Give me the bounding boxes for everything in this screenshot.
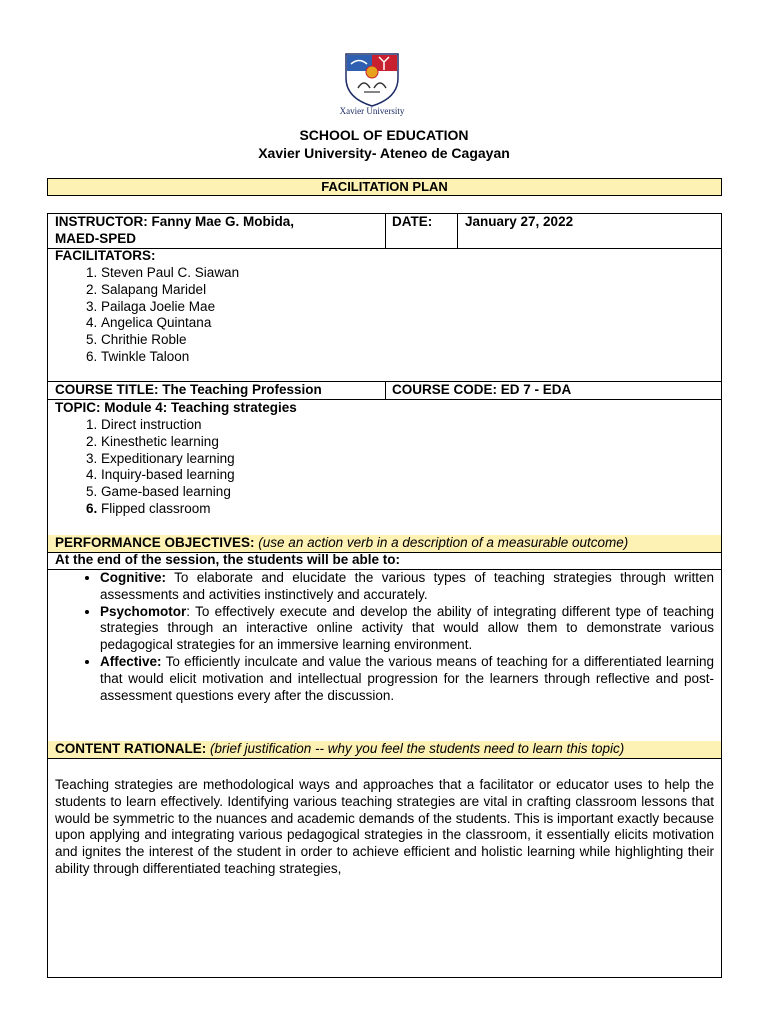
facilitator-item: 2. Salapang Maridel bbox=[101, 282, 715, 299]
objectives-heading bbox=[55, 535, 717, 552]
date-value: January 27, 2022 bbox=[465, 214, 574, 229]
facilitator-item: 6. Twinkle Taloon bbox=[101, 349, 715, 366]
objectives-lead-row bbox=[48, 552, 721, 570]
objective-item bbox=[100, 654, 714, 704]
topic-heading: TOPIC: Module 4: Teaching strategies bbox=[55, 400, 297, 415]
rationale-hint: (brief justification -- why you feel the students need to learn this topic) bbox=[210, 741, 625, 756]
instructor-degree: MAED-SPED bbox=[55, 230, 137, 246]
course-title: COURSE TITLE: The Teaching Profession bbox=[55, 382, 322, 397]
objectives-list bbox=[48, 570, 714, 704]
facilitator-item: 3. Pailaga Joelie Mae bbox=[101, 299, 715, 316]
topic-list bbox=[55, 417, 715, 518]
topic-item: 3. Expeditionary learning bbox=[101, 451, 715, 468]
course-row bbox=[48, 381, 721, 400]
facilitation-plan-table bbox=[47, 213, 722, 978]
objectives-header-row bbox=[48, 535, 721, 553]
course-code: COURSE CODE: ED 7 - EDA bbox=[392, 382, 572, 397]
objectives-lead: At the end of the session, the students will be able to: bbox=[55, 552, 401, 567]
topic-item: 6. Flipped classroom bbox=[101, 501, 715, 518]
instructor-cell bbox=[55, 214, 294, 248]
objective-item bbox=[100, 570, 714, 604]
school-name: SCHOOL OF EDUCATION bbox=[299, 127, 469, 143]
rationale-title: CONTENT RATIONALE: bbox=[55, 741, 207, 756]
facilitator-item: 1. Steven Paul C. Siawan bbox=[101, 265, 715, 282]
objective-item bbox=[100, 604, 714, 654]
topic-item: 1. Direct instruction bbox=[101, 417, 715, 434]
facilitators-list bbox=[55, 265, 715, 366]
objectives-title: PERFORMANCE OBJECTIVES: bbox=[55, 535, 255, 550]
topic-item: 2. Kinesthetic learning bbox=[101, 434, 715, 451]
institution-name: Xavier University- Ateneo de Cagayan bbox=[258, 145, 510, 161]
topic-item: 4. Inquiry-based learning bbox=[101, 467, 715, 484]
instructor-row bbox=[48, 214, 721, 249]
facilitators-heading: FACILITATORS: bbox=[55, 248, 156, 263]
objective-text: To efficiently inculcate and value the various means of teaching for a differentiated learning that would elicit motivation and intellectual progression for the learners through reflective and post-assessment questions every after the discussion. bbox=[100, 653, 714, 703]
date-label: DATE: bbox=[392, 214, 433, 229]
topic-item: 5. Game-based learning bbox=[101, 484, 715, 501]
rationale-section bbox=[48, 758, 721, 976]
objectives-hint: (use an action verb in a description of a measurable outcome) bbox=[258, 535, 629, 550]
university-logo-label: Xavier University bbox=[339, 106, 405, 116]
objective-text: To elaborate and elucidate the various types of teaching strategies through written assessments and activities instinctively and accurately. bbox=[100, 570, 714, 602]
rationale-heading bbox=[55, 741, 717, 758]
instructor-name: INSTRUCTOR: Fanny Mae G. Mobida, bbox=[55, 214, 295, 229]
facilitators-section bbox=[48, 248, 721, 382]
rationale-body: Teaching strategies are methodological ways and approaches that a facilitator or educator uses to help the students to learn effectively. Identifying various teaching strategies are vital in crafting classroom lessons that would be symmetric to the nuances and academic demands of the students. This is important exactly because upon applying and integrating various pedagogical strategies in the classroom, it essentially elicits motivation and ignites the interest of the student in order to achieve efficient and holistic learning while highlighting their ability through differentiated teaching strategies, bbox=[55, 777, 714, 876]
facilitator-item: 4. Angelica Quintana bbox=[101, 315, 715, 332]
facilitation-plan-banner: FACILITATION PLAN bbox=[47, 178, 722, 196]
facilitator-item: 5. Chrithie Roble bbox=[101, 332, 715, 349]
school-heading bbox=[0, 126, 768, 162]
objective-label: Cognitive: bbox=[100, 570, 166, 585]
objectives-section bbox=[48, 569, 721, 742]
objective-text: : To effectively execute and develop the ability of integrating different type of teaching strategies through an interactive online activity that would allow them to demonstrate various pedagogical strategies for an immersive learning environment. bbox=[100, 603, 714, 653]
objective-label: Affective: bbox=[100, 653, 162, 669]
objective-label: Psychomotor bbox=[100, 603, 187, 619]
topic-section bbox=[48, 399, 721, 536]
rationale-header-row bbox=[48, 741, 721, 759]
